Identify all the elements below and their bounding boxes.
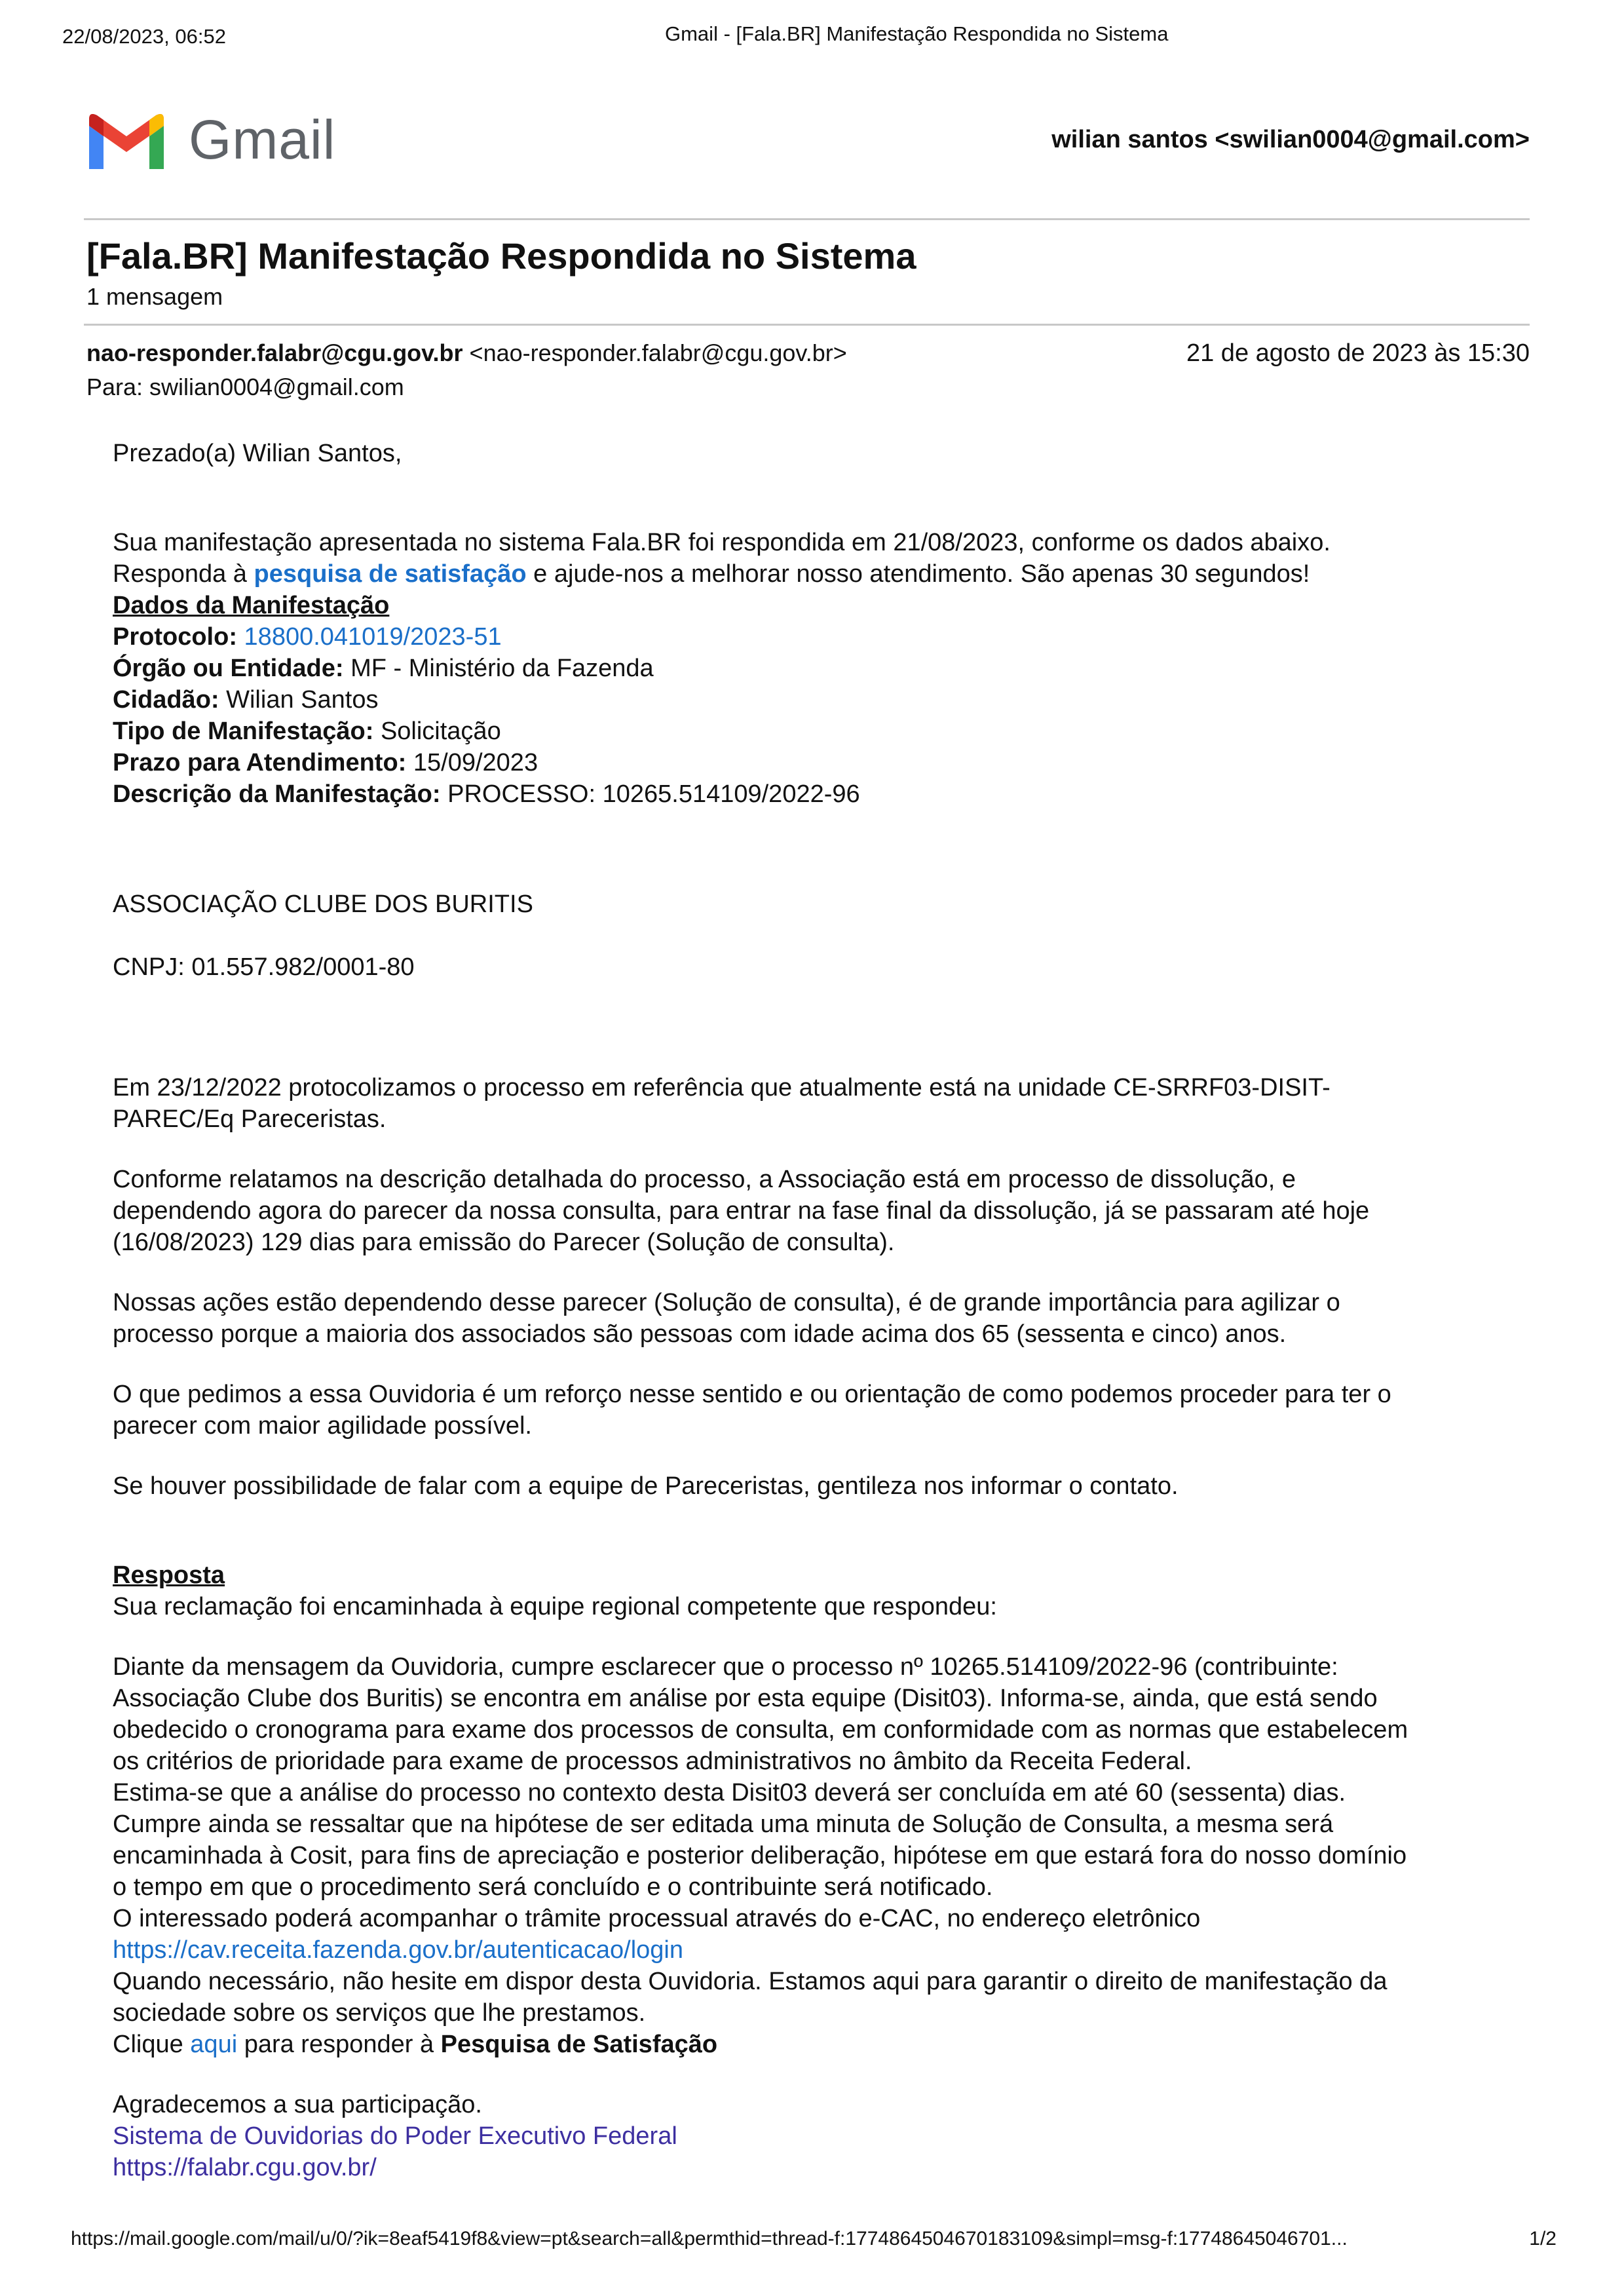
paragraph-4-line-2: parecer com maior agilidade possível.	[113, 1412, 532, 1440]
ecac-link-line	[113, 1934, 1534, 1966]
gmail-wordmark: Gmail	[189, 109, 336, 170]
cnpj: CNPJ: 01.557.982/0001-80	[113, 953, 415, 981]
gmail-logo-icon	[84, 110, 169, 174]
intro-survey-line: Responda à pesquisa de satisfação e ajude-nos a melhorar nosso atendimento. São apenas 30 segundos!	[113, 560, 1310, 588]
sender-address-bracketed: <nao-responder.falabr@cgu.gov.br>	[469, 339, 847, 366]
field-descricao: Descrição da Manifestação: PROCESSO: 10265.514109/2022-96	[113, 780, 860, 808]
resposta-line: os critérios de prioridade para exame de processos administrativos no âmbito da Receita Federal.	[113, 1748, 1192, 1775]
ecac-link[interactable]: https://cav.receita.fazenda.gov.br/autenticacao/login	[113, 1936, 684, 1964]
paragraph-2-line-1: Conforme relatamos na descrição detalhada do processo, a Associação está em processo de dissolução, e	[113, 1166, 1296, 1193]
print-page-number: 1/2	[1529, 2228, 1557, 2249]
resposta-line: o tempo em que o procedimento será concluído e o contribuinte será notificado.	[113, 1873, 993, 1901]
satisfaction-survey-link[interactable]: pesquisa de satisfação	[254, 560, 527, 588]
paragraph-3-line-2: processo porque a maioria dos associados são pessoas com idade acima dos 65 (sessenta e cinco) anos.	[113, 1320, 1287, 1348]
falabr-link[interactable]: https://falabr.cgu.gov.br/	[113, 2154, 377, 2181]
account-identity: wilian santos <swilian0004@gmail.com>	[1051, 126, 1530, 153]
field-prazo: Prazo para Atendimento: 15/09/2023	[113, 749, 538, 776]
resposta-heading: Resposta	[113, 1561, 225, 1589]
field-orgao: Órgão ou Entidade: MF - Ministério da Fazenda	[113, 655, 654, 682]
ouvidoria-line: Quando necessário, não hesite em dispor desta Ouvidoria. Estamos aqui para garantir o direito de manifestação da	[113, 1968, 1388, 1995]
resposta-line: Cumpre ainda se ressaltar que na hipótese de ser editada uma minuta de Solução de Consulta, a mesma será	[113, 1810, 1334, 1838]
paragraph-2-line-3: (16/08/2023) 129 dias para emissão do Parecer (Solução de consulta).	[113, 1229, 895, 1256]
resposta-line: Estima-se que a análise do processo no contexto desta Disit03 deverá ser concluída em até 60 (sessenta) dias.	[113, 1779, 1346, 1807]
dados-heading: Dados da Manifestação	[113, 592, 390, 619]
survey-aqui-link[interactable]: aqui	[190, 2031, 238, 2058]
signature-link-line	[113, 2152, 1534, 2183]
paragraph-1-line-2: PAREC/Eq Pareceristas.	[113, 1105, 387, 1133]
association-name: ASSOCIAÇÃO CLUBE DOS BURITIS	[113, 890, 533, 918]
greeting: Prezado(a) Wilian Santos,	[113, 440, 402, 467]
intro-line: Sua manifestação apresentada no sistema Fala.BR foi respondida em 21/08/2023, conforme os dados abaixo.	[113, 529, 1331, 556]
divider	[84, 218, 1530, 220]
email-subject: [Fala.BR] Manifestação Respondida no Sistema	[86, 235, 916, 277]
print-footer-url: https://mail.google.com/mail/u/0/?ik=8eaf5419f8&view=pt&search=all&permthid=thread-f:1774864504670183109&simpl=msg-f:17748645046701...	[71, 2228, 1348, 2249]
divider	[84, 324, 1530, 326]
paragraph-2-line-2: dependendo agora do parecer da nossa consulta, para entrar na fase final da dissolução, já se passaram até hoje	[113, 1197, 1370, 1225]
paragraph-1-line-1: Em 23/12/2022 protocolizamos o processo em referência que atualmente está na unidade CE-SRRF03-DISIT-	[113, 1074, 1331, 1101]
field-cidadao: Cidadão: Wilian Santos	[113, 686, 379, 714]
paragraph-5: Se houver possibilidade de falar com a equipe de Pareceristas, gentileza nos informar o contato.	[113, 1472, 1179, 1500]
resposta-line: Associação Clube dos Buritis) se encontra em análise por esta equipe (Disit03). Informa-se, ainda, que está sendo	[113, 1685, 1378, 1712]
message-date: 21 de agosto de 2023 às 15:30	[1186, 339, 1530, 367]
sender	[86, 339, 847, 367]
thanks: Agradecemos a sua participação.	[113, 2091, 482, 2118]
message-count: 1 mensagem	[86, 283, 223, 310]
resposta-line: obedecido o cronograma para exame dos processos de consulta, em conformidade com as normas que estabelecem	[113, 1716, 1408, 1744]
resposta-line: encaminhada à Cosit, para fins de apreciação e posterior deliberação, hipótese em que estará fora do nosso domínio	[113, 1842, 1407, 1869]
print-page-title: Gmail - [Fala.BR] Manifestação Respondida no Sistema	[665, 22, 1169, 45]
field-protocolo: Protocolo: 18800.041019/2023-51	[113, 623, 502, 651]
print-datetime: 22/08/2023, 06:52	[62, 25, 226, 48]
message-body	[113, 438, 1534, 2183]
resposta-line: Diante da mensagem da Ouvidoria, cumpre esclarecer que o processo nº 10265.514109/2022-96 (contribuinte:	[113, 1653, 1338, 1681]
ouvidoria-line: sociedade sobre os serviços que lhe prestamos.	[113, 1999, 646, 2027]
resposta-intro: Sua reclamação foi encaminhada à equipe regional competente que respondeu:	[113, 1593, 997, 1620]
protocolo-link[interactable]: 18800.041019/2023-51	[244, 623, 502, 651]
signature: Sistema de Ouvidorias do Poder Executivo Federal	[113, 2122, 677, 2150]
survey-cta-line: Clique aqui para responder à Pesquisa de Satisfação	[113, 2031, 718, 2058]
paragraph-3-line-1: Nossas ações estão dependendo desse parecer (Solução de consulta), é de grande importância para agilizar o	[113, 1289, 1340, 1316]
recipient: Para: swilian0004@gmail.com	[86, 373, 404, 400]
resposta-line: O interessado poderá acompanhar o trâmite processual através do e-CAC, no endereço eletrônico	[113, 1905, 1201, 1932]
sender-address: nao-responder.falabr@cgu.gov.br	[86, 339, 463, 366]
field-tipo: Tipo de Manifestação: Solicitação	[113, 718, 501, 745]
paragraph-4-line-1: O que pedimos a essa Ouvidoria é um reforço nesse sentido e ou orientação de como podemos proceder para ter o	[113, 1381, 1391, 1408]
